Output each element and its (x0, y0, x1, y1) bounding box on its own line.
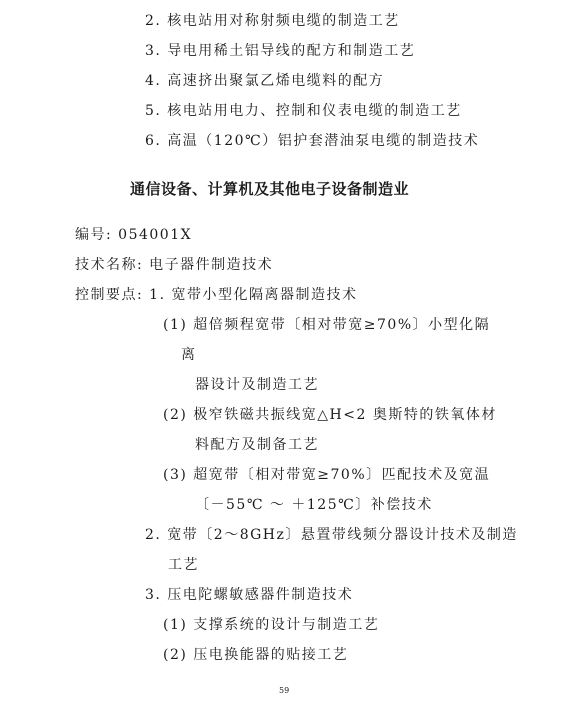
list-item: 2. 宽带〔2～8GHz〕悬置带线频分器设计技术及制造 (145, 527, 518, 543)
list-item: 离 (181, 347, 197, 363)
list-item: 3. 压电陀螺敏感器件制造技术 (145, 587, 354, 603)
list-item: (2) 极窄铁磁共振线宽△H<2 奥斯特的铁氧体材 (163, 407, 497, 423)
list-item: 5. 核电站用电力、控制和仪表电缆的制造工艺 (145, 103, 462, 119)
list-item: (1) 超倍频程宽带〔相对带宽≥70%〕小型化隔 (163, 317, 491, 333)
control-points-line: 控制要点: 1. 宽带小型化隔离器制造技术 (75, 287, 358, 303)
list-item: 料配方及制备工艺 (195, 437, 319, 453)
code-line: 编号: 054001X (75, 227, 193, 243)
list-item: (1) 支撑系统的设计与制造工艺 (163, 617, 380, 633)
list-item: 3. 导电用稀土铝导线的配方和制造工艺 (145, 43, 416, 59)
section-title: 通信设备、计算机及其他电子设备制造业 (130, 180, 410, 198)
list-item: 工艺 (168, 557, 199, 573)
list-item: 6. 高温（120℃）铝护套潜油泵电缆的制造技术 (145, 133, 480, 149)
list-item: (3) 超宽带〔相对带宽≥70%〕匹配技术及宽温 (163, 467, 491, 483)
list-item: 〔－55℃ ～ ＋125℃〕补偿技术 (195, 497, 433, 513)
page-number: 59 (279, 686, 290, 695)
list-item: (2) 压电换能器的贴接工艺 (163, 647, 349, 663)
list-item: 2. 核电站用对称射频电缆的制造工艺 (145, 13, 400, 29)
list-item: 4. 高速挤出聚氯乙烯电缆料的配方 (145, 73, 385, 89)
list-item: 器设计及制造工艺 (195, 377, 319, 393)
name-line: 技术名称: 电子器件制造技术 (75, 257, 274, 273)
